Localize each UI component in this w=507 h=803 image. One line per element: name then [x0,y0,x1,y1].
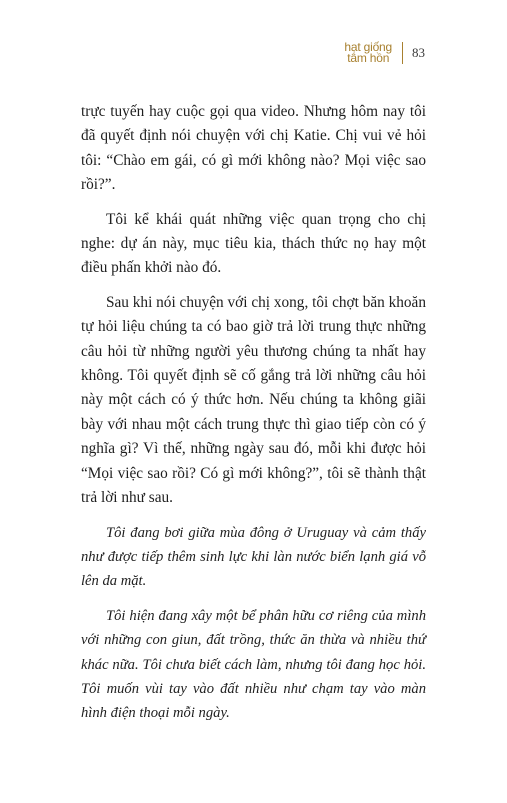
italic-paragraph: Tôi đang bơi giữa mùa đông ở Uruguay và cảm thấy như được tiếp thêm sinh lực khi làn nước biển lạnh giá vỗ lên da mặt. [81,524,426,590]
logo-line-2: tâm hồn [347,51,390,65]
italic-paragraph: Tôi hiện đang xây một bể phân hữu cơ riêng của mình với những con giun, đất trồng, thức ăn thừa và nhiều thứ khác nữa. Tôi chưa biết cách làm, nhưng tôi đang học hỏi. Tôi muốn vùi tay vào đất nhiều như chạm tay vào màn hình điện thoại mỗi ngày. [81,607,426,722]
paragraph: Tôi kể khái quát những việc quan trọng cho chị nghe: dự án này, mục tiêu kia, thách thức nọ hay một điều phấn khởi nào đó. [81,210,426,277]
header-divider [402,42,403,64]
paragraph-continued: trực tuyến hay cuộc gọi qua video. Nhưng hôm nay tôi đã quyết định nói chuyện với chị Katie. Chị vui vẻ hỏi tôi: “Chào em gái, có gì mới không nào? Mọi việc sao rồi?”. [81,103,426,194]
logo-line-1: hạt giống [344,40,392,54]
page-body [81,100,426,736]
page-header [344,38,425,68]
page-number: 83 [412,45,425,60]
paragraph: Sau khi nói chuyện với chị xong, tôi chợt băn khoăn tự hỏi liệu chúng ta có bao giờ trả lời trung thực những câu hỏi từ những người yêu thương chúng ta nhất hay không. Tôi quyết định sẽ cố gắng trả lời những câu hỏi này một cách có ý thức hơn. Nếu chúng ta không giãi bày với nhau một cách trung thực thì giao tiếp còn có ý nghĩa gì? Vì thế, những ngày sau đó, mỗi khi được hỏi “Mọi việc sao rồi? Có gì mới không?”, tôi sẽ thành thật trả lời như sau. [81,293,426,507]
publisher-logo [344,42,392,64]
